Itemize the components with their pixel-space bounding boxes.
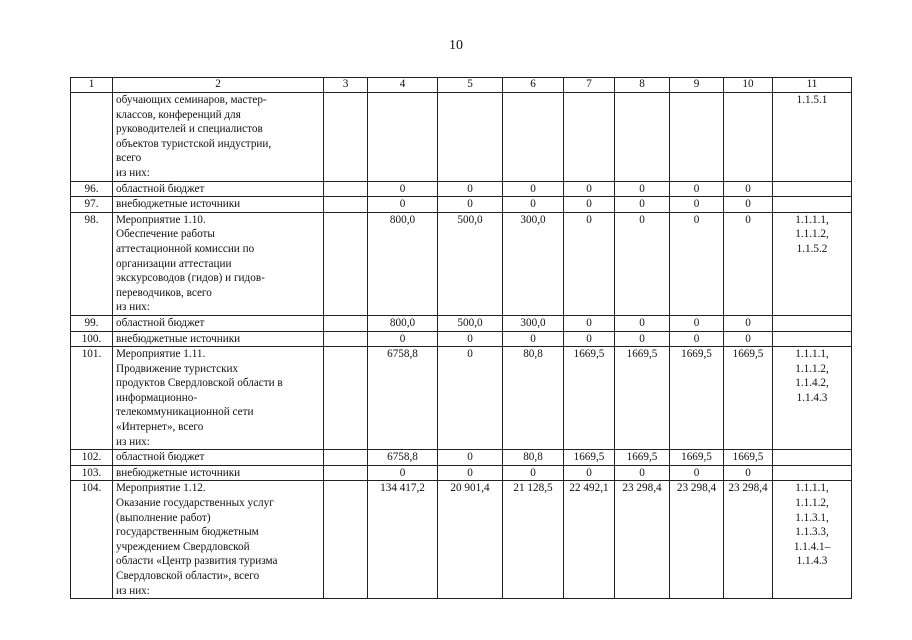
target-refs bbox=[773, 465, 852, 481]
column-header: 10 bbox=[724, 78, 773, 93]
target-refs bbox=[773, 331, 852, 347]
value-cell bbox=[615, 93, 670, 182]
row-number: 97. bbox=[71, 197, 113, 213]
value-cell: 1669,5 bbox=[724, 347, 773, 450]
value-cell: 0 bbox=[564, 197, 615, 213]
row-number: 101. bbox=[71, 347, 113, 450]
value-cell bbox=[368, 93, 438, 182]
column-header: 7 bbox=[564, 78, 615, 93]
value-cell: 500,0 bbox=[438, 315, 503, 331]
table-row bbox=[71, 212, 852, 315]
value-cell bbox=[670, 93, 724, 182]
value-cell: 0 bbox=[564, 331, 615, 347]
value-cell: 800,0 bbox=[368, 315, 438, 331]
value-cell: 0 bbox=[724, 315, 773, 331]
value-cell: 21 128,5 bbox=[503, 481, 564, 599]
column-header: 9 bbox=[670, 78, 724, 93]
value-cell: 0 bbox=[615, 212, 670, 315]
value-cell: 0 bbox=[670, 465, 724, 481]
value-cell: 0 bbox=[615, 331, 670, 347]
value-cell bbox=[324, 465, 368, 481]
column-header: 4 bbox=[368, 78, 438, 93]
row-name: внебюджетные источники bbox=[113, 331, 324, 347]
row-number: 99. bbox=[71, 315, 113, 331]
value-cell: 6758,8 bbox=[368, 450, 438, 466]
target-refs: 1.1.1.1, 1.1.1.2, 1.1.5.2 bbox=[773, 212, 852, 315]
table-row bbox=[71, 197, 852, 213]
value-cell bbox=[324, 347, 368, 450]
row-number: 98. bbox=[71, 212, 113, 315]
target-refs: 1.1.1.1, 1.1.1.2, 1.1.3.1, 1.1.3.3, 1.1.4.1– 1.1.4.3 bbox=[773, 481, 852, 599]
value-cell: 0 bbox=[670, 212, 724, 315]
value-cell: 1669,5 bbox=[724, 450, 773, 466]
value-cell bbox=[324, 450, 368, 466]
value-cell bbox=[324, 197, 368, 213]
row-number: 100. bbox=[71, 331, 113, 347]
target-refs bbox=[773, 450, 852, 466]
value-cell: 300,0 bbox=[503, 315, 564, 331]
value-cell bbox=[438, 93, 503, 182]
value-cell: 22 492,1 bbox=[564, 481, 615, 599]
table-row bbox=[71, 481, 852, 599]
value-cell: 0 bbox=[564, 212, 615, 315]
row-name: областной бюджет bbox=[113, 181, 324, 197]
row-number: 96. bbox=[71, 181, 113, 197]
value-cell bbox=[503, 93, 564, 182]
target-refs: 1.1.1.1, 1.1.1.2, 1.1.4.2, 1.1.4.3 bbox=[773, 347, 852, 450]
value-cell: 0 bbox=[438, 465, 503, 481]
value-cell bbox=[724, 93, 773, 182]
value-cell bbox=[324, 481, 368, 599]
value-cell: 0 bbox=[503, 465, 564, 481]
value-cell: 80,8 bbox=[503, 450, 564, 466]
value-cell: 0 bbox=[724, 331, 773, 347]
value-cell: 0 bbox=[724, 212, 773, 315]
value-cell: 1669,5 bbox=[670, 347, 724, 450]
value-cell bbox=[564, 93, 615, 182]
page-number: 10 bbox=[449, 38, 463, 53]
row-number: 102. bbox=[71, 450, 113, 466]
column-header: 8 bbox=[615, 78, 670, 93]
column-header: 3 bbox=[324, 78, 368, 93]
value-cell: 0 bbox=[615, 197, 670, 213]
value-cell: 23 298,4 bbox=[670, 481, 724, 599]
table-row bbox=[71, 450, 852, 466]
value-cell: 0 bbox=[368, 331, 438, 347]
value-cell: 1669,5 bbox=[564, 347, 615, 450]
value-cell: 0 bbox=[503, 331, 564, 347]
value-cell: 0 bbox=[438, 450, 503, 466]
header-row bbox=[71, 78, 852, 93]
value-cell: 23 298,4 bbox=[615, 481, 670, 599]
table-row bbox=[71, 93, 852, 182]
value-cell: 23 298,4 bbox=[724, 481, 773, 599]
value-cell: 0 bbox=[670, 181, 724, 197]
value-cell: 134 417,2 bbox=[368, 481, 438, 599]
row-name: областной бюджет bbox=[113, 315, 324, 331]
value-cell: 0 bbox=[503, 197, 564, 213]
value-cell: 0 bbox=[368, 197, 438, 213]
target-refs bbox=[773, 197, 852, 213]
value-cell: 1669,5 bbox=[564, 450, 615, 466]
value-cell: 0 bbox=[615, 181, 670, 197]
value-cell: 1669,5 bbox=[615, 347, 670, 450]
value-cell: 0 bbox=[724, 181, 773, 197]
row-name: внебюджетные источники bbox=[113, 465, 324, 481]
column-header: 2 bbox=[113, 78, 324, 93]
row-name: обучающих семинаров, мастер- классов, конференций для руководителей и специалистов объектов туристской индустрии, всего из них: bbox=[113, 93, 324, 182]
value-cell: 500,0 bbox=[438, 212, 503, 315]
value-cell: 0 bbox=[615, 315, 670, 331]
table-row bbox=[71, 347, 852, 450]
value-cell: 0 bbox=[438, 331, 503, 347]
value-cell: 0 bbox=[368, 181, 438, 197]
value-cell: 0 bbox=[670, 315, 724, 331]
column-header: 6 bbox=[503, 78, 564, 93]
value-cell: 800,0 bbox=[368, 212, 438, 315]
row-name: Мероприятие 1.12. Оказание государственных услуг (выполнение работ) государственным бюджетным учреждением Свердловской области «Центр развития туризма Свердловской области», всего из них: bbox=[113, 481, 324, 599]
table-row bbox=[71, 331, 852, 347]
value-cell bbox=[324, 181, 368, 197]
value-cell: 0 bbox=[670, 331, 724, 347]
row-name: областной бюджет bbox=[113, 450, 324, 466]
value-cell: 0 bbox=[670, 197, 724, 213]
value-cell: 0 bbox=[503, 181, 564, 197]
value-cell: 0 bbox=[724, 197, 773, 213]
value-cell: 0 bbox=[564, 465, 615, 481]
value-cell bbox=[324, 331, 368, 347]
value-cell: 0 bbox=[564, 181, 615, 197]
row-name: Мероприятие 1.10. Обеспечение работы аттестационной комиссии по организации аттестации экскурсоводов (гидов) и гидов- переводчиков, всего из них: bbox=[113, 212, 324, 315]
value-cell: 0 bbox=[564, 315, 615, 331]
row-number: 104. bbox=[71, 481, 113, 599]
table-body bbox=[71, 93, 852, 599]
value-cell: 1669,5 bbox=[615, 450, 670, 466]
value-cell: 300,0 bbox=[503, 212, 564, 315]
value-cell: 80,8 bbox=[503, 347, 564, 450]
value-cell bbox=[324, 93, 368, 182]
target-refs bbox=[773, 181, 852, 197]
value-cell: 1669,5 bbox=[670, 450, 724, 466]
value-cell: 20 901,4 bbox=[438, 481, 503, 599]
table-row bbox=[71, 315, 852, 331]
target-refs: 1.1.5.1 bbox=[773, 93, 852, 182]
column-header: 5 bbox=[438, 78, 503, 93]
table-row bbox=[71, 465, 852, 481]
value-cell: 6758,8 bbox=[368, 347, 438, 450]
value-cell: 0 bbox=[724, 465, 773, 481]
row-number: 103. bbox=[71, 465, 113, 481]
target-refs bbox=[773, 315, 852, 331]
row-name: Мероприятие 1.11. Продвижение туристских продуктов Свердловской области в информационно- телекоммуникационной сети «Интернет», всего из них: bbox=[113, 347, 324, 450]
value-cell bbox=[324, 212, 368, 315]
value-cell: 0 bbox=[368, 465, 438, 481]
budget-table bbox=[70, 77, 852, 599]
column-header: 1 bbox=[71, 78, 113, 93]
table-row bbox=[71, 181, 852, 197]
row-name: внебюджетные источники bbox=[113, 197, 324, 213]
value-cell bbox=[324, 315, 368, 331]
value-cell: 0 bbox=[438, 347, 503, 450]
row-number bbox=[71, 93, 113, 182]
value-cell: 0 bbox=[615, 465, 670, 481]
column-header: 11 bbox=[773, 78, 852, 93]
value-cell: 0 bbox=[438, 197, 503, 213]
value-cell: 0 bbox=[438, 181, 503, 197]
